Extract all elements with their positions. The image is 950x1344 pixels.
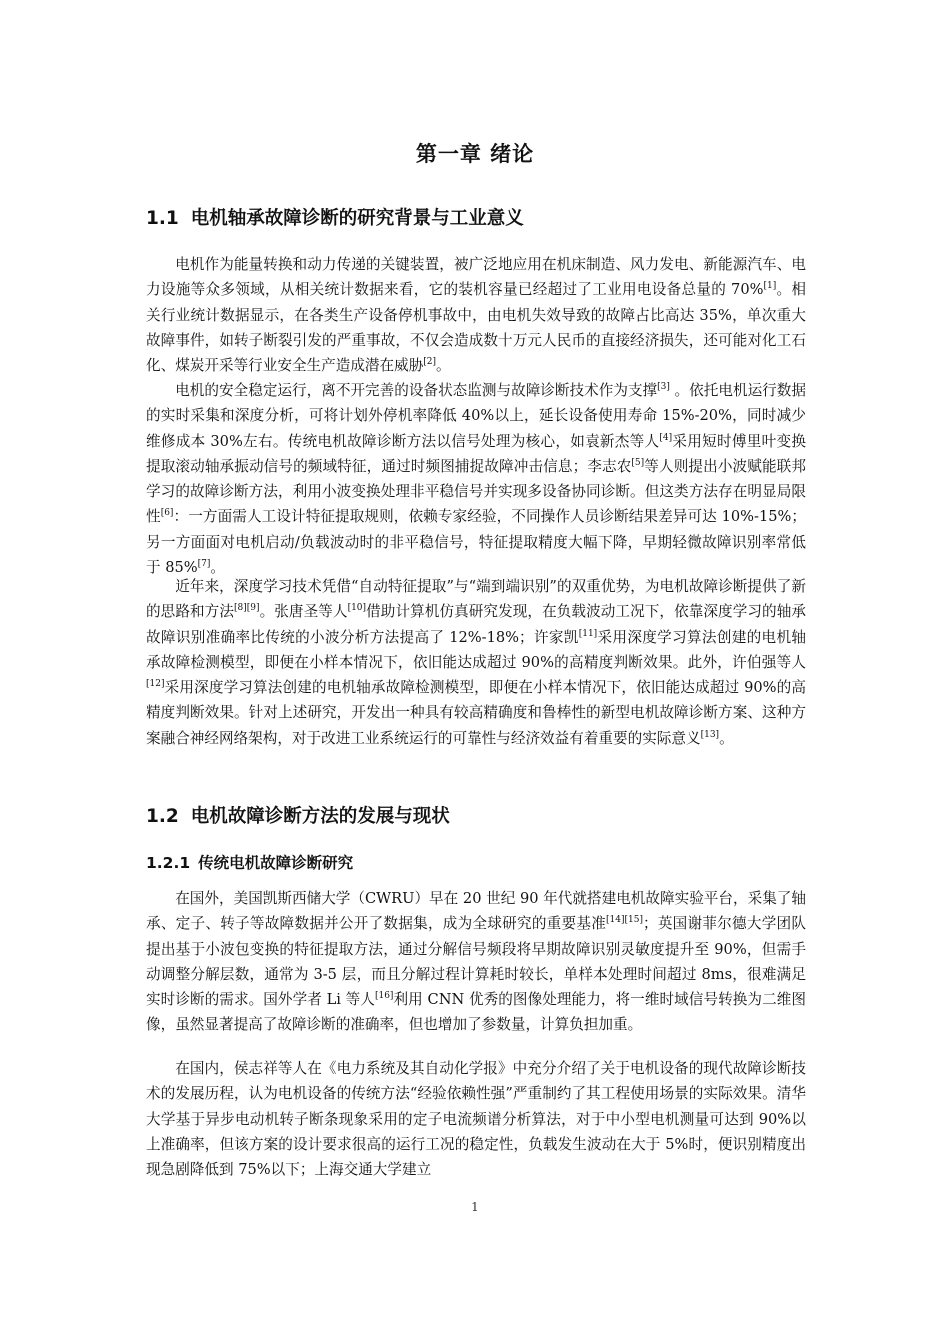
citation-ref: [8][9]	[234, 603, 260, 614]
paragraph	[146, 378, 806, 580]
paragraph-text: 。	[719, 729, 734, 747]
section-number: 1.2	[146, 806, 179, 827]
paragraph	[146, 1056, 806, 1182]
citation-ref: [3]	[657, 382, 670, 392]
section-heading-1-2	[146, 802, 450, 828]
paragraph	[146, 886, 806, 1038]
paragraph	[146, 574, 806, 751]
chapter-title: 第一章 绪论	[415, 142, 535, 166]
paragraph-text: 利用 CNN 优秀的图像处理能力，将一维时域信号转换为二维图像，虽然显著提高了故障诊断的准确率，但也增加了参数量，计算负担加重。	[146, 991, 806, 1034]
paragraph-text: 。相关行业统计数据显示，在各类生产设备停机事故中，由电机失效导致的故障占比高达 35%，单次重大故障事件，如转子断裂引发的严重事故，不仅会造成数十万元人民币的直接经济损失，还可能对化工石化、煤炭开采等行业安全生产造成潜在威胁	[146, 281, 806, 375]
citation-ref: [12]	[146, 679, 165, 690]
citation-ref: [13]	[700, 729, 720, 740]
paragraph-text: 电机的安全稳定运行，离不开完善的设备状态监测与故障诊断技术作为支撑	[175, 382, 658, 399]
paragraph-text: 采用深度学习算法创建的电机轴承故障检测模型，即便在小样本情况下，依旧能达成超过 90%的高精度判断效果。针对上述研究，开发出一种具有较高精确度和鲁棒性的新型电机故障诊断方案、这种方案融合神经网络架构，对于改进工业系统运行的可靠性与经济效益有着重要的实际意义	[146, 679, 806, 747]
paragraph-text: 近年来，深度学习技术凭借“自动特征提取”与“端到端识别”的双重优势，为电机故障诊断提供了新的思路和方法	[146, 578, 806, 621]
subsection-heading-1-2-1	[146, 851, 353, 873]
citation-ref: [7]	[197, 559, 211, 570]
paragraph-text: 在国内，侯志祥等人在《电力系统及其自动化学报》中充分介绍了关于电机设备的现代故障诊断技术的发展历程，认为电机设备的传统方法“经验依赖性强”严重制约了其工程使用场景的实际效果。清华大学基于异步电动机转子断条现象采用的定子电流频谱分析算法，对于中小型电机测量可达到 90%以上准确率，但该方案的设计要求很高的运行工况的稳定性，负载发生波动在大于 5%时，便识别精度出现急剧降低到 75%以下；上海交通大学建立	[146, 1060, 806, 1179]
section-heading-1-1	[146, 204, 524, 230]
paragraph-text: ；英国谢菲尔德大学团队提出基于小波包变换的特征提取方法，通过分解信号频段将早期故障识别灵敏度提升至 90%，但需手动调整分解层数，通常为 3-5 层，而且分解过程计算耗时较长，单样本处理时间超过 8ms，很难满足实时诊断的需求。国外学者 Li 等人	[146, 915, 806, 1009]
subsection-title: 传统电机故障诊断研究	[198, 854, 354, 872]
citation-ref: [5]	[631, 457, 645, 468]
citation-ref: [11]	[578, 628, 598, 639]
paragraph-text: 采用短时傅里叶变换提取滚动轴承振动信号的频域特征，通过时频图捕捉故障冲击信息；李志农	[146, 432, 806, 475]
citation-ref: [2]	[423, 357, 437, 368]
citation-ref: [16]	[374, 991, 394, 1002]
citation-ref: [4]	[659, 432, 673, 443]
paragraph-text: ：一方面需人工设计特征提取规则，依赖专家经验，不同操作人员诊断结果差异可达 10%-15%；另一方面面对电机启动/负载波动时的非平稳信号，特征提取精度大幅下降，早期轻微故障识别率常低于 85%	[146, 508, 806, 577]
paragraph-text: 采用深度学习算法创建的电机轴承故障检测模型，即便在小样本情况下，依旧能达成超过 90%的高精度判断效果。此外，许伯强等人	[146, 628, 806, 671]
paragraph-text: 等人则提出小波赋能联邦学习的故障诊断方法，利用小波变换处理非平稳信号并实现多设备协同诊断。但这类方法存在明显局限性	[146, 457, 806, 526]
paragraph-text: 在国外，美国凯斯西储大学（CWRU）早在 20 世纪 90 年代就搭建电机故障实验平台，采集了轴承、定子、转子等故障数据并公开了数据集，成为全球研究的重要基准	[146, 890, 806, 933]
paragraph-text: 。张唐圣等人	[259, 603, 348, 621]
paragraph-text: 。	[436, 357, 451, 375]
page-number: 1	[471, 1200, 479, 1214]
paragraph-text: 借助计算机仿真研究发现，在负载波动工况下，依靠深度学习的轴承故障识别准确率比传统的小波分析方法提高了 12%-18%；许家凯	[146, 603, 806, 646]
citation-ref: [14][15]	[606, 915, 643, 926]
citation-ref: [6]	[160, 508, 174, 519]
paragraph	[146, 252, 806, 378]
section-number: 1.1	[146, 208, 179, 229]
paragraph-text: 。	[210, 559, 226, 577]
citation-ref: [10]	[347, 603, 367, 614]
citation-ref: [1]	[763, 281, 777, 292]
subsection-number: 1.2.1	[146, 854, 191, 872]
paragraph-text: 电机作为能量转换和动力传递的关键装置，被广泛地应用在机床制造、风力发电、新能源汽车、电力设施等众多领域，从相关统计数据来看，它的装机容量已经超过了工业用电设备总量的 70%	[146, 256, 806, 299]
section-title: 电机轴承故障诊断的研究背景与工业意义	[190, 208, 524, 229]
paragraph-text: 。依托电机运行数据的实时采集和深度分析，可将计划外停机率降低 40%以上，延长设备使用寿命 15%-20%，同时减少维修成本 30%左右。传统电机故障诊断方法以信号处理为核心，如袁新杰等人	[146, 382, 806, 450]
section-title: 电机故障诊断方法的发展与现状	[190, 806, 450, 827]
